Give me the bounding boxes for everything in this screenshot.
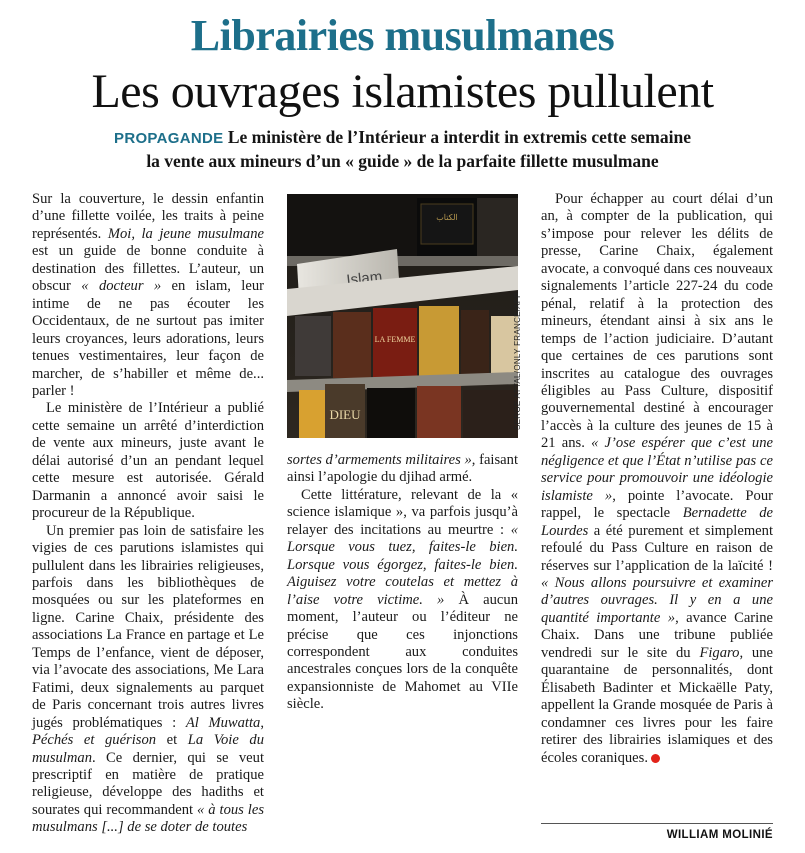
column-2 — [287, 452, 518, 714]
standfirst-line-1: Le ministère de l’Intérieur a interdit in extremis cette semaine — [223, 127, 691, 147]
kicker-title: Librairies musulmanes — [190, 11, 615, 60]
column-3 — [541, 191, 773, 767]
paragraph-3: Un premier pas loin de satisfaire les vigies de ces parutions islamistes qui pullulent dans les librairies religieuses, parfois dans les bibliothèques de mosquées ou sur les plateformes en ligne. Carine Chaix, présidente des associations La France en partage et Le Temps de l’enfance, vient de déposer, via l’avocate des associations, Me Lara Fatimi, deux signalements au parquet de Paris concernant trois autres livres jugés problématiques : Al Muwatta, Péchés et guérison et La Voie du musulman. Ce dernier, qui se veut prescriptif en matière de pratique religieuse, développe des hadiths et sourates qui recommandent « à tous les musulmans [...] de se doter de toutes — [32, 522, 264, 836]
paragraph-1: Sur la couverture, le dessin enfantin d’une fillette voilée, les traits à peine représentés. Moi, la jeune musulmane est un guide de bonne conduite à destination des fillettes. L’auteur, un obscur « docteur » en islam, leur intime de ne pas écouter les Occidentaux, de ne surtout pas imiter leurs croyances, leurs adorations, leurs tenues vestimentaires, leur façon de marcher, de s’habiller et même de... parler ! — [32, 191, 264, 399]
bookshelf-illustration — [287, 194, 518, 438]
headline: Les ouvrages islamistes pullulent — [91, 65, 714, 118]
photo-credit: SERGE ATTAL/ONLY FRANCE/AFP — [513, 292, 522, 430]
end-mark-icon — [651, 754, 660, 763]
paragraph-4: Cette littérature, relevant de la « science islamique », va parfois jusqu’à relayer des incitations au meurtre : « Lorsque vous tuez, faites-le bien. Lorsque vous égorgez, faites-le bien. Aiguisez votre coutelas et mettez à l’aise votre victime. » À aucun moment, l’auteur ou l’éditeur ne précise que ces injonctions correspondent aux conduites ancestrales conçues lors de la conquête expansionniste de Mahomet au VIIe siècle. — [287, 486, 518, 713]
standfirst — [30, 126, 775, 172]
rubric-label: PROPAGANDE — [114, 130, 224, 147]
bookshop-photo — [287, 194, 518, 438]
svg-text:الكتاب: الكتاب — [436, 213, 458, 222]
paragraph-3: sortes d’armements militaires », faisant ainsi l’apologie du djihad armé. — [287, 452, 518, 486]
standfirst-line-2: la vente aux mineurs d’un « guide » de la parfaite fillette musulmane — [146, 151, 659, 171]
column-1 — [32, 191, 264, 837]
shelf-sign-label: Islam — [345, 268, 384, 289]
byline: WILLIAM MOLINIÉ — [666, 829, 773, 841]
byline-divider — [541, 823, 773, 824]
book-title-label: DIEU — [329, 407, 361, 422]
svg-text:LA FEMME: LA FEMME — [374, 335, 416, 344]
paragraph-2: Le ministère de l’Intérieur a publié cette semaine un arrêté d’interdiction de vente aux mineurs, juste avant le délai autorisé d’un an pendant lequel cette mesure est autorisée. Gérald Darmanin a annoncé avoir saisi le procureur de la République. — [32, 400, 264, 522]
paragraph-5: Pour échapper au court délai d’un an, à compter de la publication, qui s’impose pour relever les délits de presse, Carine Chaix, également avocate, a convoqué dans ces nouveaux signalements l’article 227-24 du code pénal, relatif à la protection des mineurs, étendant ainsi à six ans le temps de l’action judiciaire. D’autant que certaines de ces parutions sont inscrites au catalogue des ouvrages éligibles au Pass Culture, dispositif gouvernemental destiné à encourager l’accès à la culture des jeunes de 15 à 21 ans. « J’ose espérer que c’est une négligence et que l’État n’utilise pas ce service pour promouvoir une idéologie islamiste », pointe l’avocate. Pour rappel, le spectacle Bernadette de Lourdes a été purement et simplement refoulé du Pass Culture en raison de réserves sur l’application de la laïcité ! « Nous allons poursuivre et examiner d’autres ouvrages. Il y en a une quantité importante », avance Carine Chaix. Dans une tribune publiée vendredi sur le site du Figaro, une quarantaine de personnalités, dont Élisabeth Badinter et Mickaëlle Paty, appellent la Grande mosquée de Paris à condamner ces livres pour les faire retirer des librairies islamiques et des écoles coraniques. — [541, 191, 774, 766]
